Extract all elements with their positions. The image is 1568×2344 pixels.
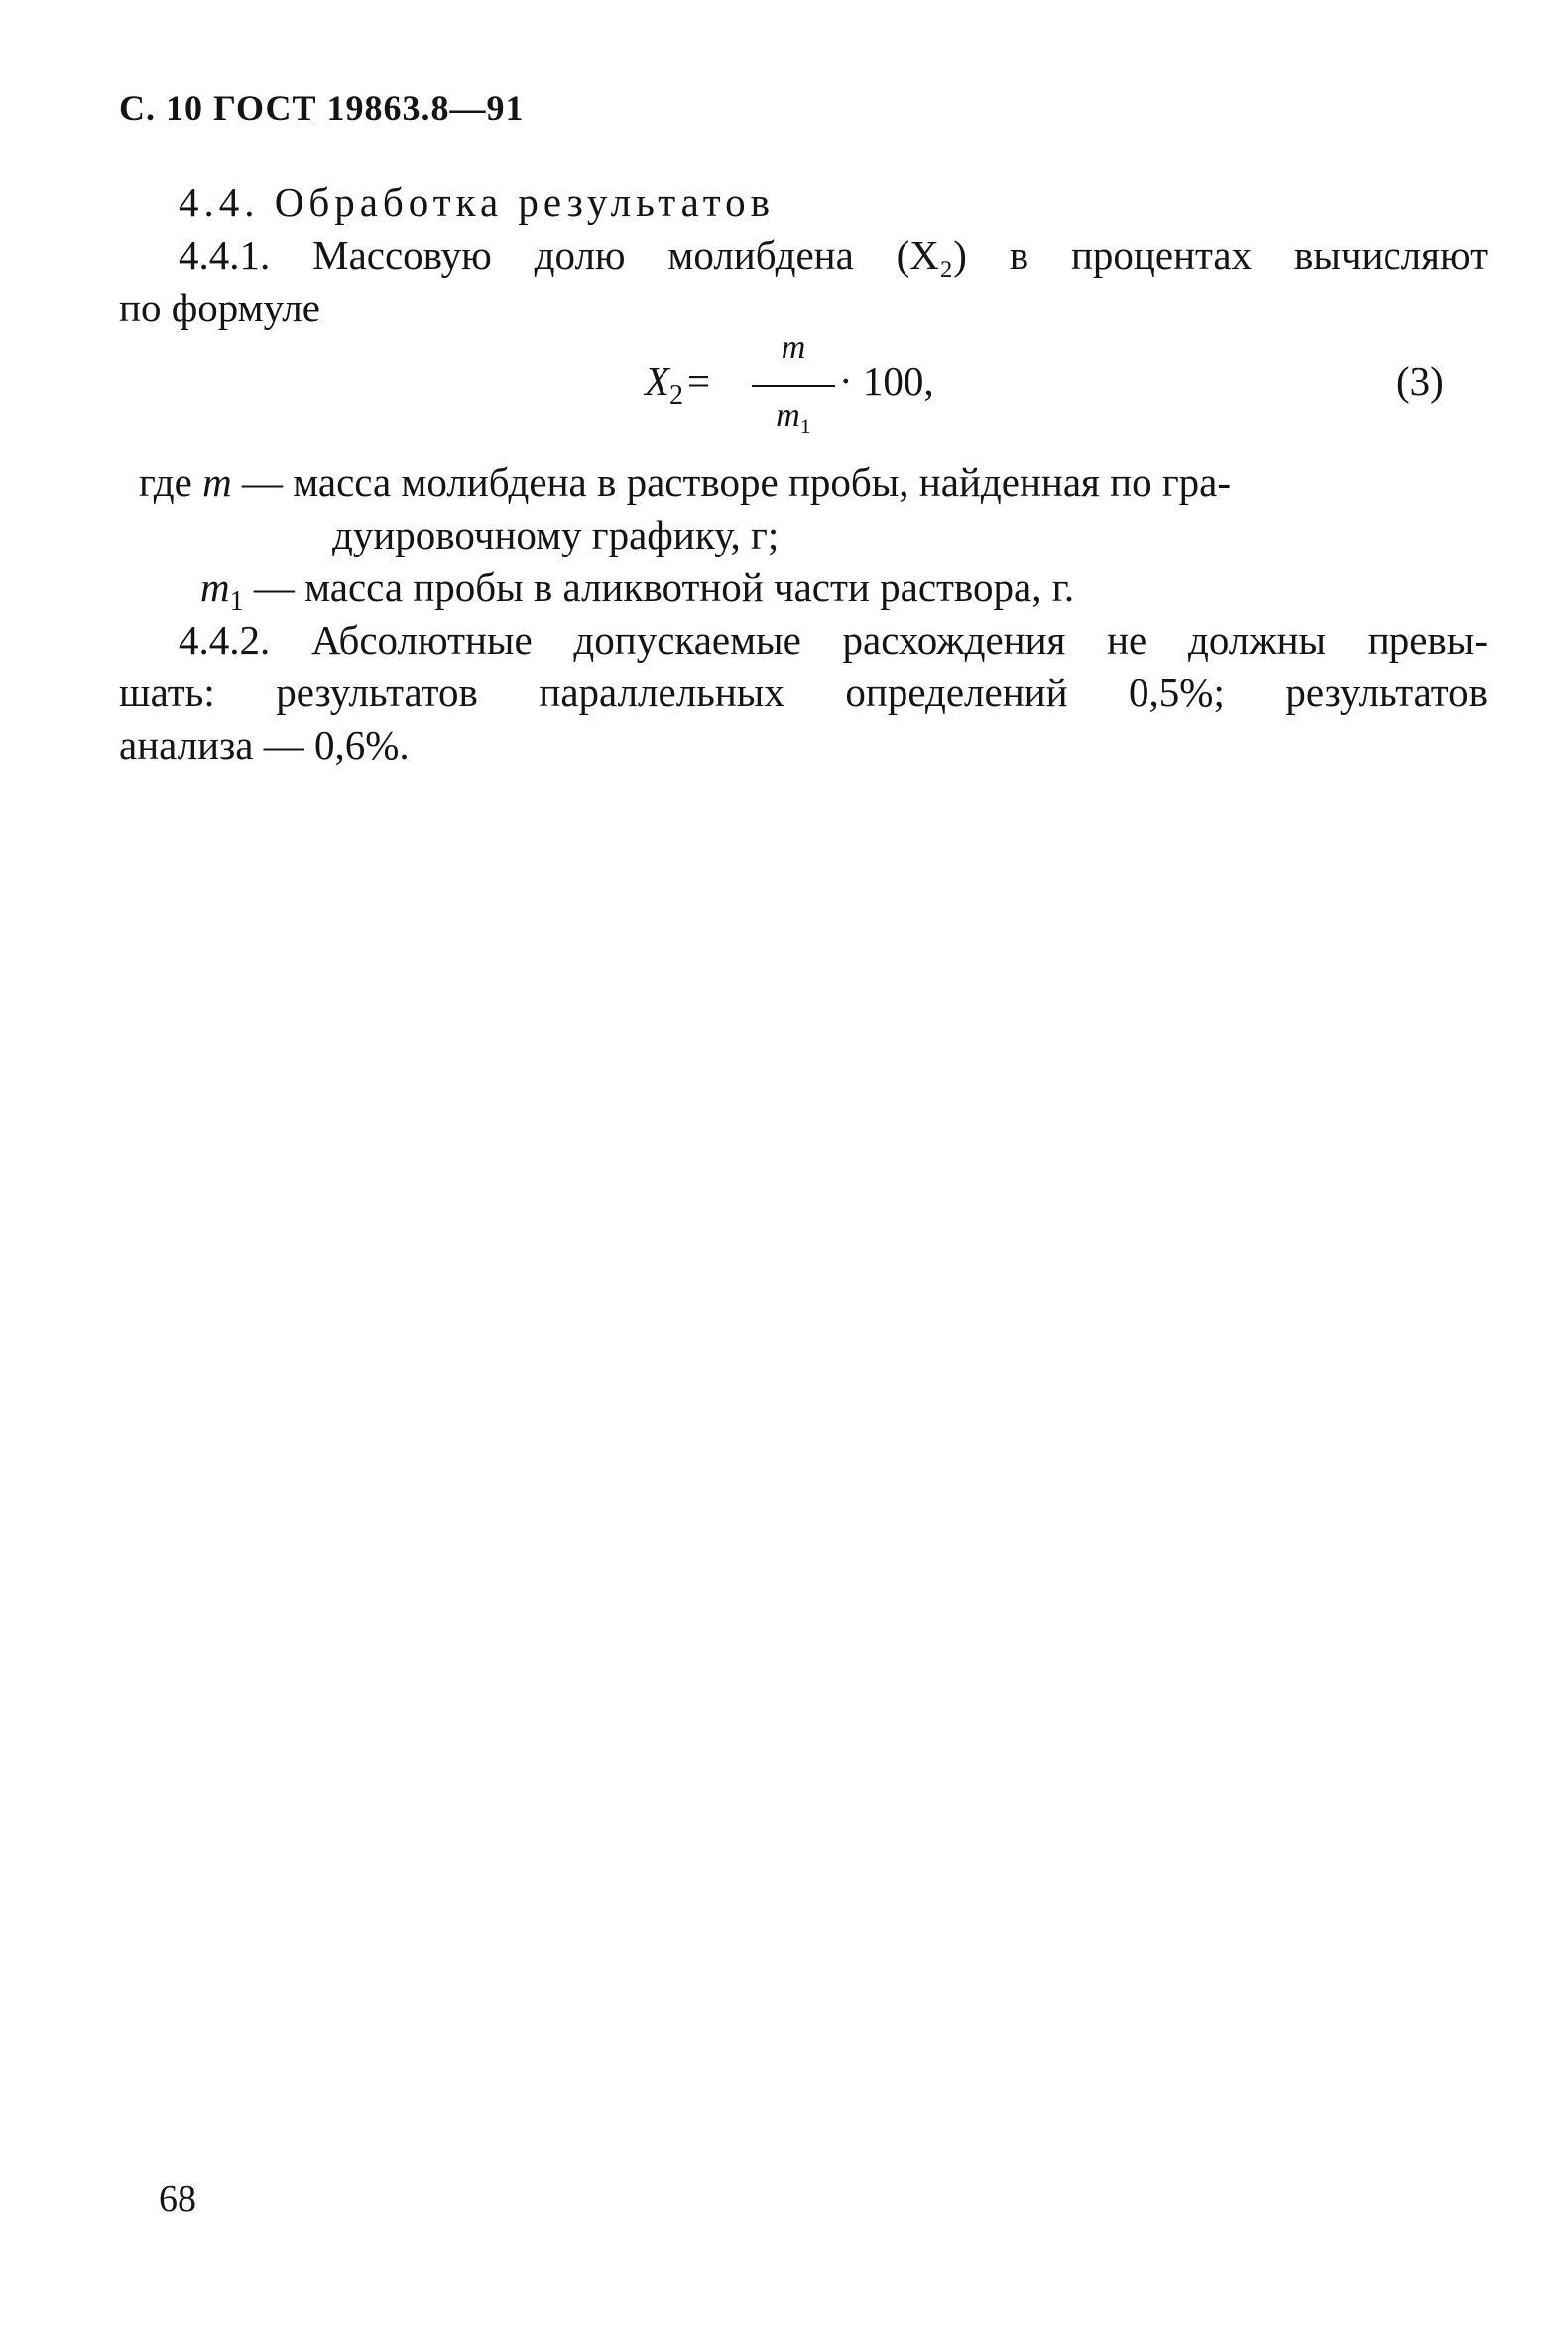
paragraph-4-4-2-line-3: анализа — 0,6%. [119, 722, 410, 768]
formula-lhs [645, 357, 710, 412]
symbol-m: m [202, 459, 232, 505]
paragraph-4-4-2-line-2 [119, 667, 1488, 719]
page-number: 68 [159, 2178, 196, 2220]
section-heading: 4.4. Обработка результатов [179, 180, 776, 225]
formula-rhs: · 100, [839, 358, 934, 404]
where-word: где [139, 459, 192, 505]
formula-lhs-sub: 2 [669, 380, 684, 412]
formula-3 [645, 329, 1240, 456]
equation-number: (3) [1396, 358, 1444, 404]
formula-fraction [752, 329, 835, 446]
running-header: С. 10 ГОСТ 19863.8—91 [119, 88, 525, 128]
symbol-m1-var: m [200, 564, 230, 610]
formula-lhs-var: X [645, 358, 670, 404]
paragraph-4-4-2-text-2: шать: результатов параллельных определений 0,5%; результатов [119, 670, 1488, 715]
symbol-m1 [200, 564, 244, 618]
symbol-m1-sub: 1 [229, 586, 244, 618]
definition-m-text-1: — масса молибдена в растворе пробы, найденная по гра- [241, 459, 1231, 505]
formula-numerator: m [781, 329, 806, 366]
definition-m1-text: — масса пробы в аликвотной части раствора, г. [253, 564, 1075, 610]
definition-m-line-1 [139, 456, 1231, 509]
definition-m-line-2: дуировочному графику, г; [332, 512, 780, 557]
paragraph-4-4-2-line-1 [179, 614, 1488, 667]
formula-denominator-sub: 1 [799, 413, 811, 438]
formula-equals: = [687, 358, 711, 404]
paragraph-4-4-1-text: 4.4.1. Массовую долю молибдена (X₂) в процентах вычисляют [179, 232, 1488, 278]
paragraph-4-4-1-line-2: по формуле [119, 285, 320, 330]
paragraph-4-4-2-text-1: 4.4.2. Абсолютные допускаемые расхождения не должны превы- [179, 617, 1488, 663]
formula-denominator-var: m [776, 397, 800, 433]
formula-denominator [752, 397, 835, 439]
fraction-bar [752, 385, 835, 387]
paragraph-4-4-1-line-1 [179, 229, 1488, 282]
